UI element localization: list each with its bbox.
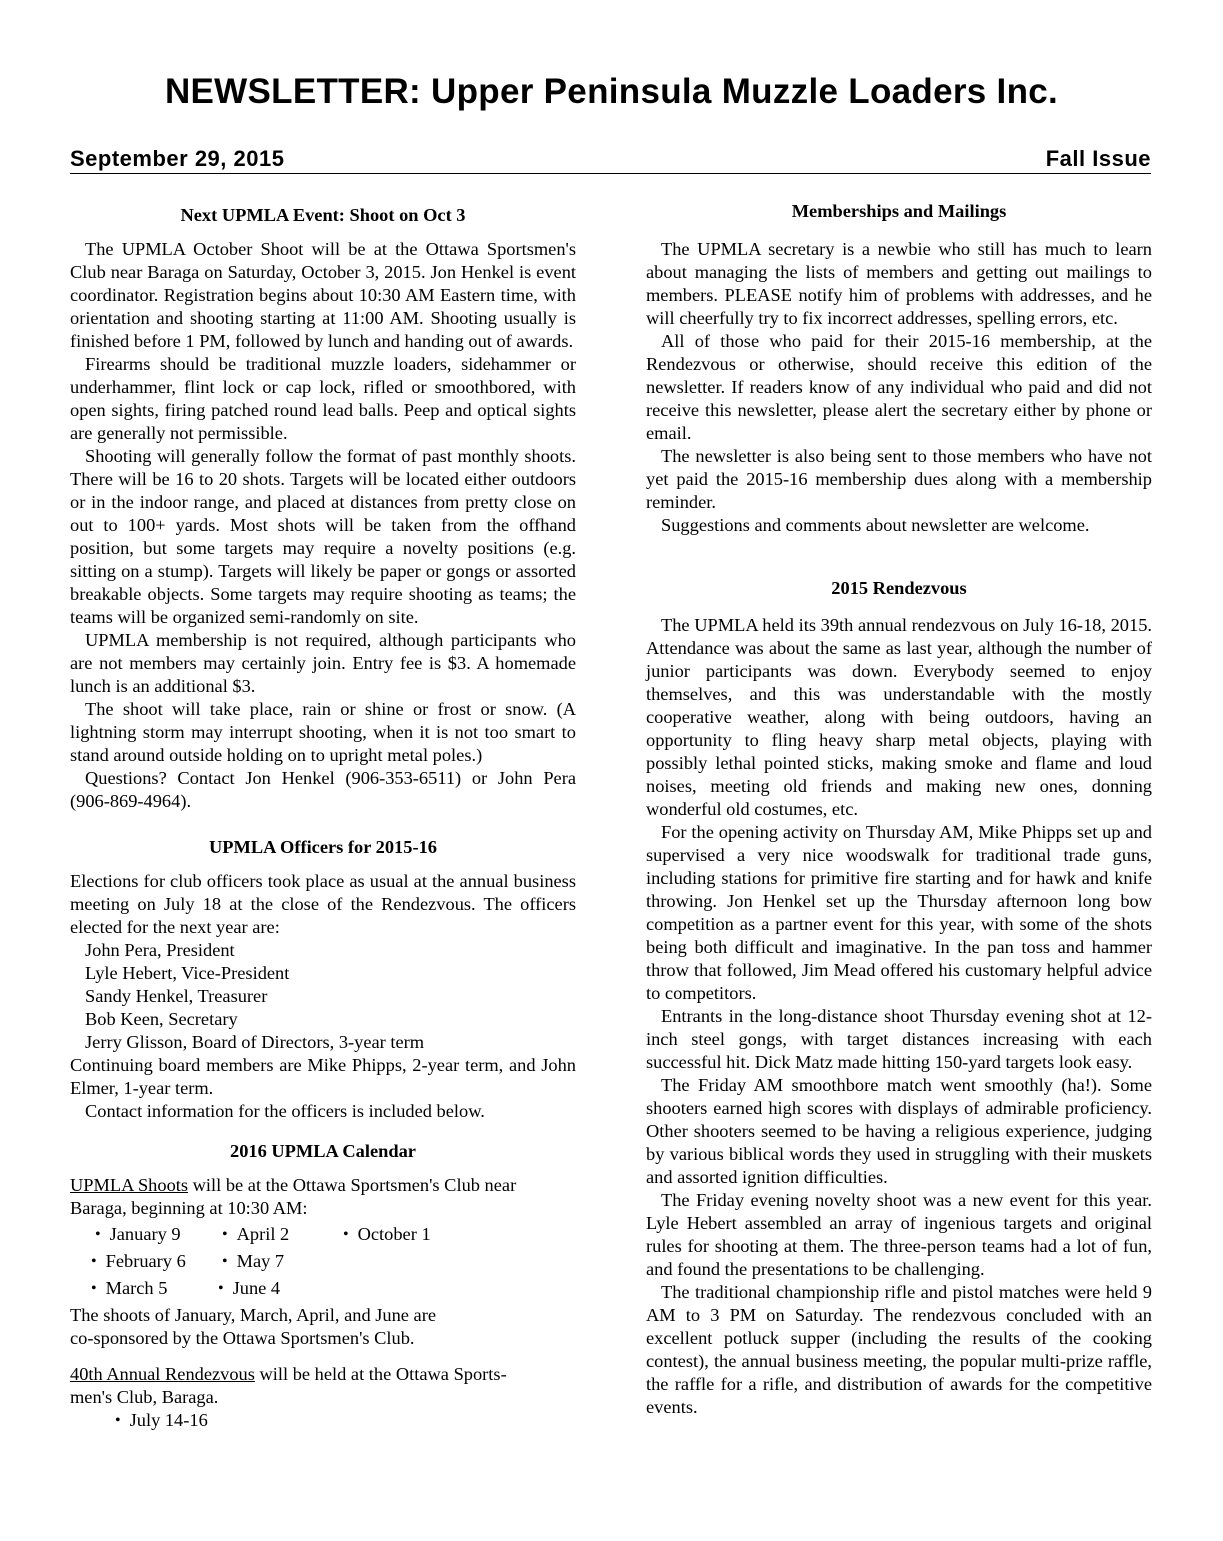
rendezvous-date: • July 14-16 — [115, 1409, 208, 1433]
memberships-section — [646, 197, 1152, 537]
calendar-row — [70, 1277, 576, 1304]
event-paragraph: UPMLA membership is not required, although participants who are not members may certainly join. Entry fee is $3. A homemade lunch is an additional $3. — [70, 630, 576, 696]
calendar-heading: 2016 UPMLA Calendar — [230, 1141, 416, 1161]
calendar-shoots-text — [70, 1174, 576, 1220]
event-paragraph: Shooting will generally follow the format of past monthly shoots. There will be 16 to 20 shots. Targets will be located either outdoors or in the indoor range, and placed at distances from pretty close on out to 100+ yards. Most shots will be taken from the offhand position, but some targets may require a novelty positions (e.g. sitting on a stump). Targets will likely be paper or gongs or assorted breakable objects. Some targets may require shooting as teams; the teams will be organized semi-randomly on site. — [70, 446, 576, 627]
event-section — [70, 201, 576, 813]
calendar-row — [70, 1223, 576, 1250]
rendezvous-text-cont: men's Club, Baraga. — [70, 1387, 219, 1407]
right-column — [646, 197, 1152, 1419]
calendar-date: • June 4 — [218, 1277, 280, 1301]
rendezvous-announcement — [70, 1363, 576, 1386]
memberships-paragraph: The UPMLA secretary is a newbie who still has much to learn about managing the lists of members and getting out mailings to members. PLEASE notify him of problems with addresses, and he will cheerfully try to fix incorrect addresses, spelling errors, etc. — [646, 239, 1152, 328]
calendar-date: • February 6 — [91, 1250, 186, 1274]
calendar-date: • May 7 — [222, 1250, 284, 1274]
rendezvous-paragraph: The traditional championship rifle and pistol matches were held 9 AM to 3 PM on Saturday. The rendezvous concluded with an excellent potluck supper (including the results of the cooking contest), the annual business meeting, the popular multi-prize raffle, the raffle for a rifle, and distribution of awards for the competitive events. — [646, 1282, 1152, 1417]
rendezvous-link[interactable]: 40th Annual Rendezvous — [70, 1364, 255, 1384]
rendezvous-date-row — [70, 1409, 576, 1436]
calendar-section — [70, 1137, 576, 1436]
rendezvous-paragraph: The UPMLA held its 39th annual rendezvous on July 16-18, 2015. Attendance was about the same as last year, although the number of junior participants was down. Everybody seemed to enjoy themselves, and this was understandable with the mostly cooperative weather, along with being outdoors, having an opportunity to fling heavy sharp metal objects, playing with possibly lethal pointed sticks, making smoke and flame and loud noises, meeting old friends and making new ones, donning wonderful old costumes, etc. — [646, 615, 1152, 819]
cosponsor-line: co-sponsored by the Ottawa Sportsmen's Club. — [70, 1328, 415, 1348]
event-paragraph: Firearms should be traditional muzzle loaders, sidehammer or underhammer, flint lock or cap lock, rifled or smoothbored, with open sights, firing patched round lead balls. Peep and optical sights are generally not permissible. — [70, 354, 576, 443]
calendar-date: • March 5 — [91, 1277, 167, 1301]
left-column — [70, 201, 576, 1436]
memberships-heading: Memberships and Mailings — [791, 201, 1007, 221]
shoots-link[interactable]: UPMLA Shoots — [70, 1175, 189, 1195]
rendezvous-paragraph: The Friday evening novelty shoot was a new event for this year. Lyle Hebert assembled an array of ingenious targets and original rules for shooting at them. The three-person teams had a lot of fun, and found the presentations to be challenging. — [646, 1190, 1152, 1279]
officers-intro: Elections for club officers took place as usual at the annual business meeting on July 18 at the close of the Rendezvous. The officers elected for the next year are: — [70, 871, 576, 937]
shoots-description: will be at the Ottawa Sportsmen's Club near Baraga, beginning at 10:30 AM: — [70, 1175, 517, 1218]
calendar-date: • April 2 — [222, 1223, 289, 1247]
dateline — [70, 146, 1151, 174]
issue-name: Fall Issue — [1045, 146, 1151, 171]
newsletter-title: NEWSLETTER: Upper Peninsula Muzzle Loaders Inc. — [164, 72, 1059, 111]
rendezvous-text: will be held at the Ottawa Sports- — [254, 1364, 507, 1384]
rendezvous-heading: 2015 Rendezvous — [831, 578, 967, 598]
rendezvous-paragraph: For the opening activity on Thursday AM, Mike Phipps set up and supervised a very nice woodswalk for traditional trade guns, including stations for primitive fire starting and for hawk and knife throwing. Jon Henkel set up the Thursday afternoon long bow competition as a partner event for this year, with some of the shots being both difficult and imaginative. In the pan toss and hammer throw that followed, Jim Mead offered his customary helpful advice to competitors. — [646, 822, 1152, 1003]
officers-heading: UPMLA Officers for 2015-16 — [209, 837, 437, 857]
officer-item: Lyle Hebert, Vice-President — [85, 963, 290, 983]
officer-item: Bob Keen, Secretary — [85, 1009, 238, 1029]
officers-contact-note: Contact information for the officers is included below. — [85, 1101, 485, 1121]
calendar-row — [70, 1250, 576, 1277]
issue-date: September 29, 2015 — [70, 146, 285, 171]
officer-item: Jerry Glisson, Board of Directors, 3-year term — [85, 1032, 425, 1052]
rendezvous-section — [646, 574, 1152, 1419]
calendar-date: • October 1 — [343, 1223, 431, 1247]
memberships-paragraph: Suggestions and comments about newsletter are welcome. — [661, 515, 1090, 535]
memberships-paragraph: The newsletter is also being sent to those members who have not yet paid the 2015-16 membership dues along with a membership reminder. — [646, 446, 1152, 512]
rendezvous-paragraph: Entrants in the long-distance shoot Thursday evening shot at 12-inch steel gongs, with target distances increasing with each successful hit. Dick Matz made hitting 150-yard targets look easy. — [646, 1006, 1152, 1072]
cosponsor-line: The shoots of January, March, April, and June are — [70, 1305, 437, 1325]
officer-item: John Pera, President — [85, 940, 235, 960]
officers-section — [70, 833, 576, 1123]
rendezvous-paragraph: The Friday AM smoothbore match went smoothly (ha!). Some shooters earned high scores with displays of admirable proficiency. Other shooters seemed to be having a religious experience, judging by various biblical words they used in struggling with their muskets and assorted ignition difficulties. — [646, 1075, 1152, 1187]
calendar-date: • January 9 — [95, 1223, 181, 1247]
memberships-paragraph: All of those who paid for their 2015-16 membership, at the Rendezvous or otherwise, should receive this edition of the newsletter. If readers know of any individual who paid and did not receive this newsletter, please alert the secretary either by phone or email. — [646, 331, 1152, 443]
officer-item: Sandy Henkel, Treasurer — [85, 986, 268, 1006]
event-paragraph: The UPMLA October Shoot will be at the Ottawa Sportsmen's Club near Baraga on Saturday, October 3, 2015. Jon Henkel is event coordinator. Registration begins about 10:30 AM Eastern time, with orientation and shooting starting at 11:00 AM. Shooting usually is finished before 1 PM, followed by lunch and handing out of awards. — [70, 239, 576, 351]
event-paragraph: Questions? Contact Jon Henkel (906-353-6511) or John Pera (906-869-4964). — [70, 768, 576, 811]
officers-continuing: Continuing board members are Mike Phipps, 2-year term, and John Elmer, 1-year term. — [70, 1055, 576, 1098]
event-paragraph: The shoot will take place, rain or shine or frost or snow. (A lightning storm may interrupt shooting, when it is not too smart to stand around outside holding on to upright metal poles.) — [70, 699, 576, 765]
event-heading: Next UPMLA Event: Shoot on Oct 3 — [180, 205, 466, 225]
